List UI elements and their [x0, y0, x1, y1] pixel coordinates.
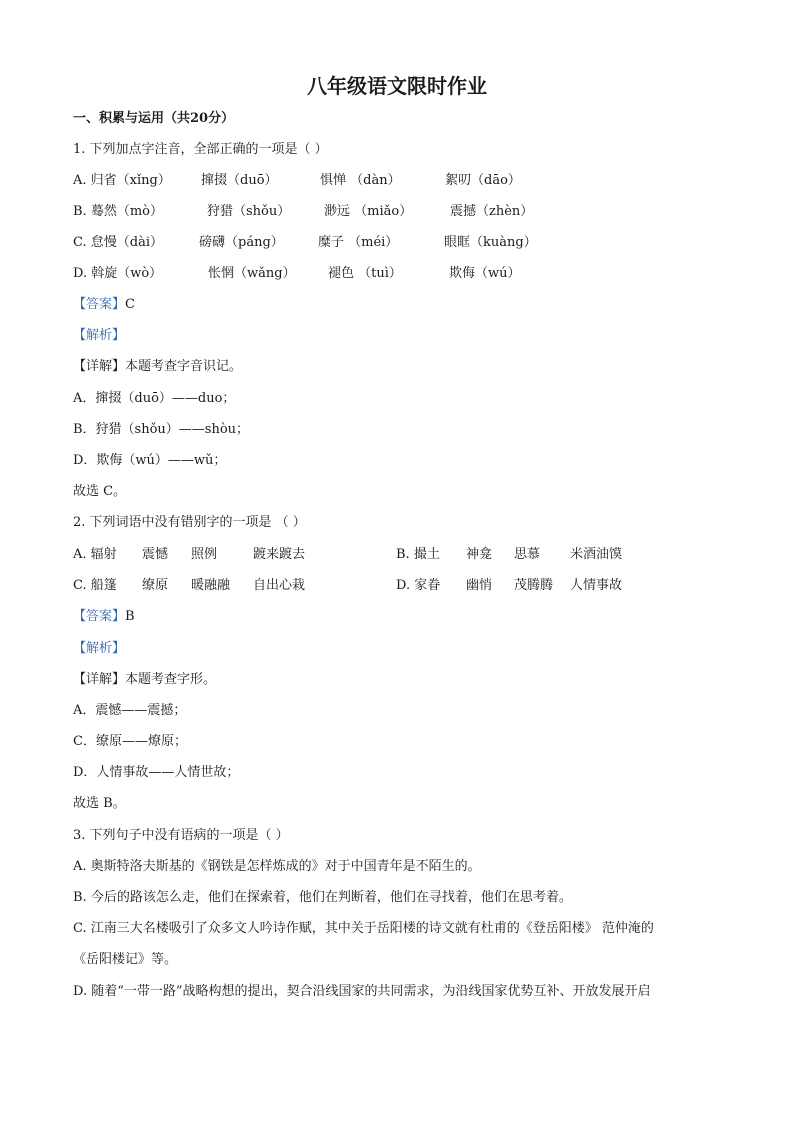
q2-option-c-2: 缭原 — [142, 578, 169, 593]
q2-stem: 2. 下列词语中没有错别字的一项是 （ ） — [73, 515, 306, 530]
q3-option-c: C. 江南三大名楼吸引了众多文人吟诗作赋，其中关于岳阳楼的诗文就有杜甫的《登岳阳楼》 范仲淹的 — [73, 921, 654, 936]
q2-detail-line: C．缭原——燎原； — [73, 734, 187, 749]
q1-option-b-1: B. 蓦然（mò） — [73, 204, 163, 219]
q1-option-a-2: 撺掇（duō） — [201, 173, 278, 188]
q1-analysis-tag: 【解析】 — [73, 328, 126, 343]
detail-tag: 【详解】 — [73, 359, 126, 374]
q2-option-d-2: 幽悄 — [466, 578, 493, 593]
q2-detail-line: A．震憾——震撼； — [73, 703, 187, 718]
q2-option-a-4: 踱来踱去 — [253, 547, 306, 562]
q1-option-c-3: 糜子 （méi） — [318, 235, 399, 250]
q1-option-c-2: 磅礴（páng） — [199, 235, 284, 250]
q2-option-d-3: 茂腾腾 — [514, 578, 554, 593]
q1-option-d-2: 怅惘（wǎng） — [208, 266, 296, 281]
q1-option-c-4: 眼眶（kuàng） — [444, 235, 537, 250]
q1-option-d-3: 褪色 （tuì） — [328, 266, 402, 281]
detail-text: 本题考查字形。 — [125, 672, 217, 687]
q3-option-c-cont: 《岳阳楼记》等。 — [73, 952, 178, 967]
q2-option-a-1: A. 辐射 — [73, 547, 117, 562]
q2-conclusion: 故选 B。 — [73, 796, 126, 811]
q1-detail-line: B．狩猎（shǒu）——shòu； — [73, 422, 250, 437]
q2-option-b-3: 思慕 — [514, 547, 541, 562]
answer-value: B — [125, 609, 135, 624]
q1-option-b-2: 狩猎（shǒu） — [207, 204, 291, 219]
answer-tag: 【答案】 — [73, 609, 126, 624]
q2-option-c-4: 自出心栽 — [253, 578, 306, 593]
q2-option-c-3: 暖融融 — [191, 578, 231, 593]
q1-conclusion: 故选 C。 — [73, 484, 127, 499]
q2-option-c-1: C. 船篷 — [73, 578, 117, 593]
q2-option-b-2: 神龛 — [466, 547, 493, 562]
q1-option-a-4: 絮叨（dāo） — [445, 173, 521, 188]
detail-text: 本题考查字音识记。 — [125, 359, 243, 374]
q2-option-b-4: 米酒油馍 — [570, 547, 623, 562]
q2-detail-line: D．人情事故——人情世故； — [73, 765, 240, 780]
q1-answer — [73, 296, 135, 314]
q2-option-a-3: 照例 — [191, 547, 218, 562]
q2-option-d-4: 人情事故 — [570, 578, 623, 593]
q1-option-a-3: 惧惮 （dàn） — [320, 173, 401, 188]
q1-stem: 1. 下列加点字注音，全部正确的一项是（ ） — [73, 142, 328, 157]
q1-detail-line: A．撺掇（duō）——duo； — [73, 391, 236, 406]
q3-option-b: B. 今后的路该怎么走，他们在探索着，他们在判断着，他们在寻找着，他们在思考着。 — [73, 890, 572, 905]
q2-option-b-1: B. 撮土 — [396, 547, 440, 562]
q1-option-d-1: D. 斡旋（wò） — [73, 266, 163, 281]
q3-option-d: D. 随着“一带一路”战略构想的提出，契合沿线国家的共同需求，为沿线国家优势互补、开放发展开启 — [73, 984, 651, 999]
q2-analysis-tag: 【解析】 — [73, 641, 126, 656]
q1-option-b-4: 震撼（zhèn） — [450, 204, 534, 219]
q2-answer — [73, 608, 135, 626]
section-heading: 一、积累与运用（共20分） — [73, 111, 235, 126]
q3-stem: 3. 下列句子中没有语病的一项是（ ） — [73, 828, 289, 843]
q1-option-b-3: 渺远 （miǎo） — [324, 204, 413, 219]
detail-tag: 【详解】 — [73, 672, 126, 687]
q2-detail — [73, 671, 216, 689]
q1-option-d-4: 欺侮（wú） — [449, 266, 521, 281]
answer-value: C — [125, 297, 135, 312]
q1-option-a-1: A. 归省（xǐng） — [73, 173, 171, 188]
page-title: 八年级语文限时作业 — [307, 74, 487, 98]
answer-tag: 【答案】 — [73, 297, 126, 312]
q1-detail-line: D．欺侮（wú）——wǔ； — [73, 453, 227, 468]
q2-option-a-2: 震憾 — [142, 547, 169, 562]
q1-detail — [73, 358, 242, 376]
q3-option-a: A. 奥斯特洛夫斯基的《钢铁是怎样炼成的》对于中国青年是不陌生的。 — [73, 859, 481, 874]
q2-option-d-1: D. 家眷 — [396, 578, 441, 593]
q1-option-c-1: C. 怠慢（dài） — [73, 235, 163, 250]
